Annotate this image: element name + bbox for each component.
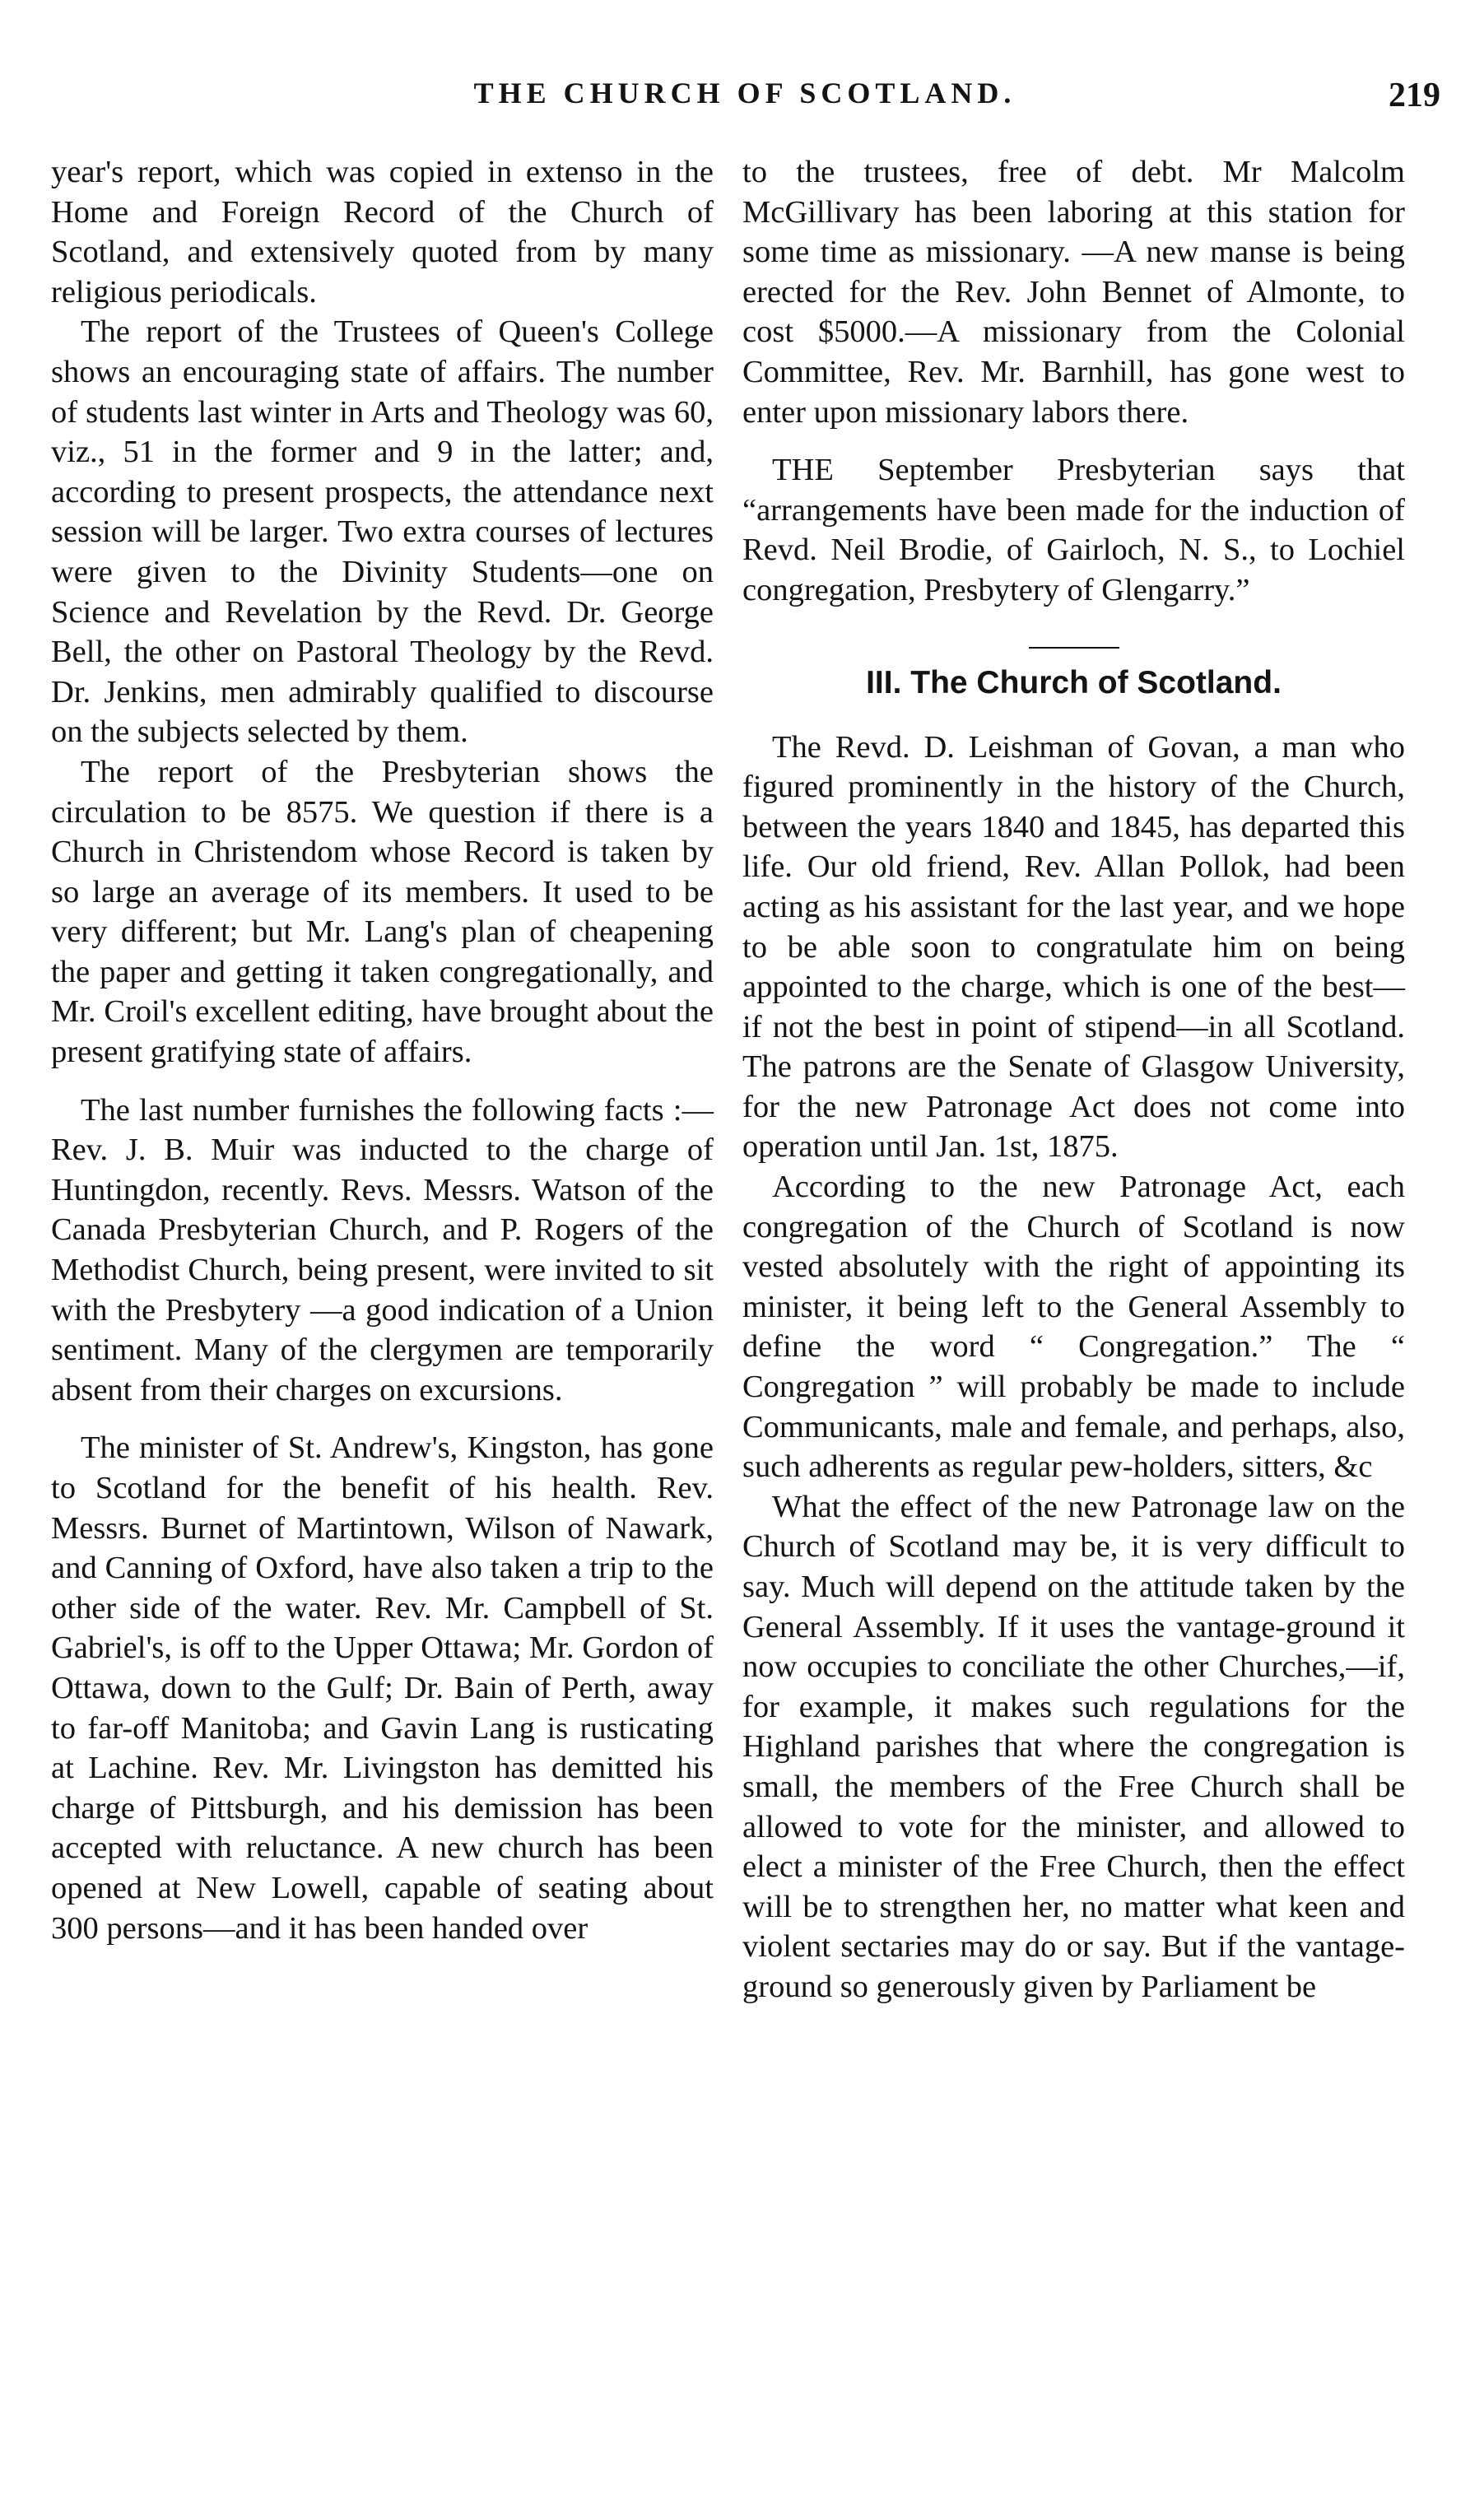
right-column — [742, 152, 1405, 2007]
paragraph: The report of the Trustees of Queen's College shows an encouraging state of affairs. The number of students last winter in Arts and Theology was 60, viz., 51 in the former and 9 in the latter; and, according to present prospects, the attendance next session will be larger. Two extra courses of lectures were given to the Divinity Students—one on Science and Revelation by the Revd. Dr. George Bell, the other on Pastoral Theology by the Revd. Dr. Jenkins, men admirably qualified to discourse on the subjects selected by them. — [51, 314, 714, 750]
running-title: THE CHURCH OF SCOTLAND. — [473, 77, 1016, 109]
section-divider — [1029, 647, 1119, 649]
paragraph: The last number furnishes the following facts :—Rev. J. B. Muir was inducted to the charge of Huntingdon, recently. Revs. Messrs. Watson of the Canada Presbyterian Church, and P. Rogers of the Methodist Church, being present, were invited to sit with the Presbytery —a good indication of a Union sentiment. Many of the clergymen are temporarily absent from their charges on excursions. — [51, 1092, 714, 1407]
paragraph: year's report, which was copied in extenso in the Home and Foreign Record of the Church of Scotland, and extensively quoted from by many religious periodicals. — [51, 155, 714, 309]
paragraph: According to the new Patronage Act, each congregation of the Church of Scotland is now vested absolutely with the right of appointing its minister, it being left to the General Assembly to define the word “ Congregation.” The “ Congregation ” will probably be made to include Communicants, male and female, and perhaps, also, such adherents as regular pew-holders, sitters, &c — [742, 1170, 1405, 1485]
page-number: 219 — [1389, 77, 1440, 114]
paragraph: THE September Presbyterian says that “arrangements have been made for the induction of Revd. Neil Brodie, of Gairloch, N. S., to Lochiel congregation, Presbytery of Glengarry.” — [742, 453, 1405, 607]
left-column — [51, 152, 714, 1948]
paragraph: The Revd. D. Leishman of Govan, a man who figured prominently in the history of the Church, between the years 1840 and 1845, has departed this life. Our old friend, Rev. Allan Pollok, had been acting as his assistant for the last year, and we hope to be able soon to congratulate him on being appointed to the charge, which is one of the best—if not the best in point of stipend—in all Scotland. The patrons are the Senate of Glasgow University, for the new Patronage Act does not come into operation until Jan. 1st, 1875. — [742, 729, 1405, 1165]
paragraph: to the trustees, free of debt. Mr Malcolm McGillivary has been laboring at this station for some time as missionary. —A new manse is being erected for the Rev. John Bennet of Almonte, to cost $5000.—A missionary from the Colonial Committee, Rev. Mr. Barnhill, has gone west to enter upon missionary labors there. — [742, 155, 1405, 430]
paragraph: The minister of St. Andrew's, Kingston, has gone to Scotland for the benefit of his health. Rev. Messrs. Burnet of Martintown, Wilson of Nawark, and Canning of Oxford, have also taken a trip to the other side of the water. Rev. Mr. Campbell of St. Gabriel's, is off to the Upper Ottawa; Mr. Gordon of Ottawa, down to the Gulf; Dr. Bain of Perth, away to far-off Manitoba; and Gavin Lang is rusticating at Lachine. Rev. Mr. Livingston has demitted his charge of Pittsburgh, and his demission has been accepted with reluctance. A new church has been opened at New Lowell, capable of seating about 300 persons—and it has been handed over — [51, 1430, 714, 1946]
running-head — [49, 76, 1440, 125]
paragraph: The report of the Presbyterian shows the circulation to be 8575. We question if there is a Church in Christendom whose Record is taken by so large an average of its members. It used to be very different; but Mr. Lang's plan of cheapening the paper and getting it taken congregationally, and Mr. Croil's excellent editing, have brought about the present gratifying state of affairs. — [51, 754, 714, 1070]
paragraph: What the effect of the new Patronage law on the Church of Scotland may be, it is very difficult to say. Much will depend on the attitude taken by the General Assembly. If it uses the vantage-ground it now occupies to conciliate the other Churches,—if, for example, it makes such regulations for the Highland parishes that where the congregation is small, the members of the Free Church shall be allowed to vote for the minister, and allowed to elect a minister of the Free Church, then the effect will be to strengthen her, no matter what keen and violent sectaries may do or say. But if the vantage-ground so generously given by Parliament be — [742, 1489, 1405, 2004]
section-heading: III. The Church of Scotland. — [866, 664, 1282, 700]
